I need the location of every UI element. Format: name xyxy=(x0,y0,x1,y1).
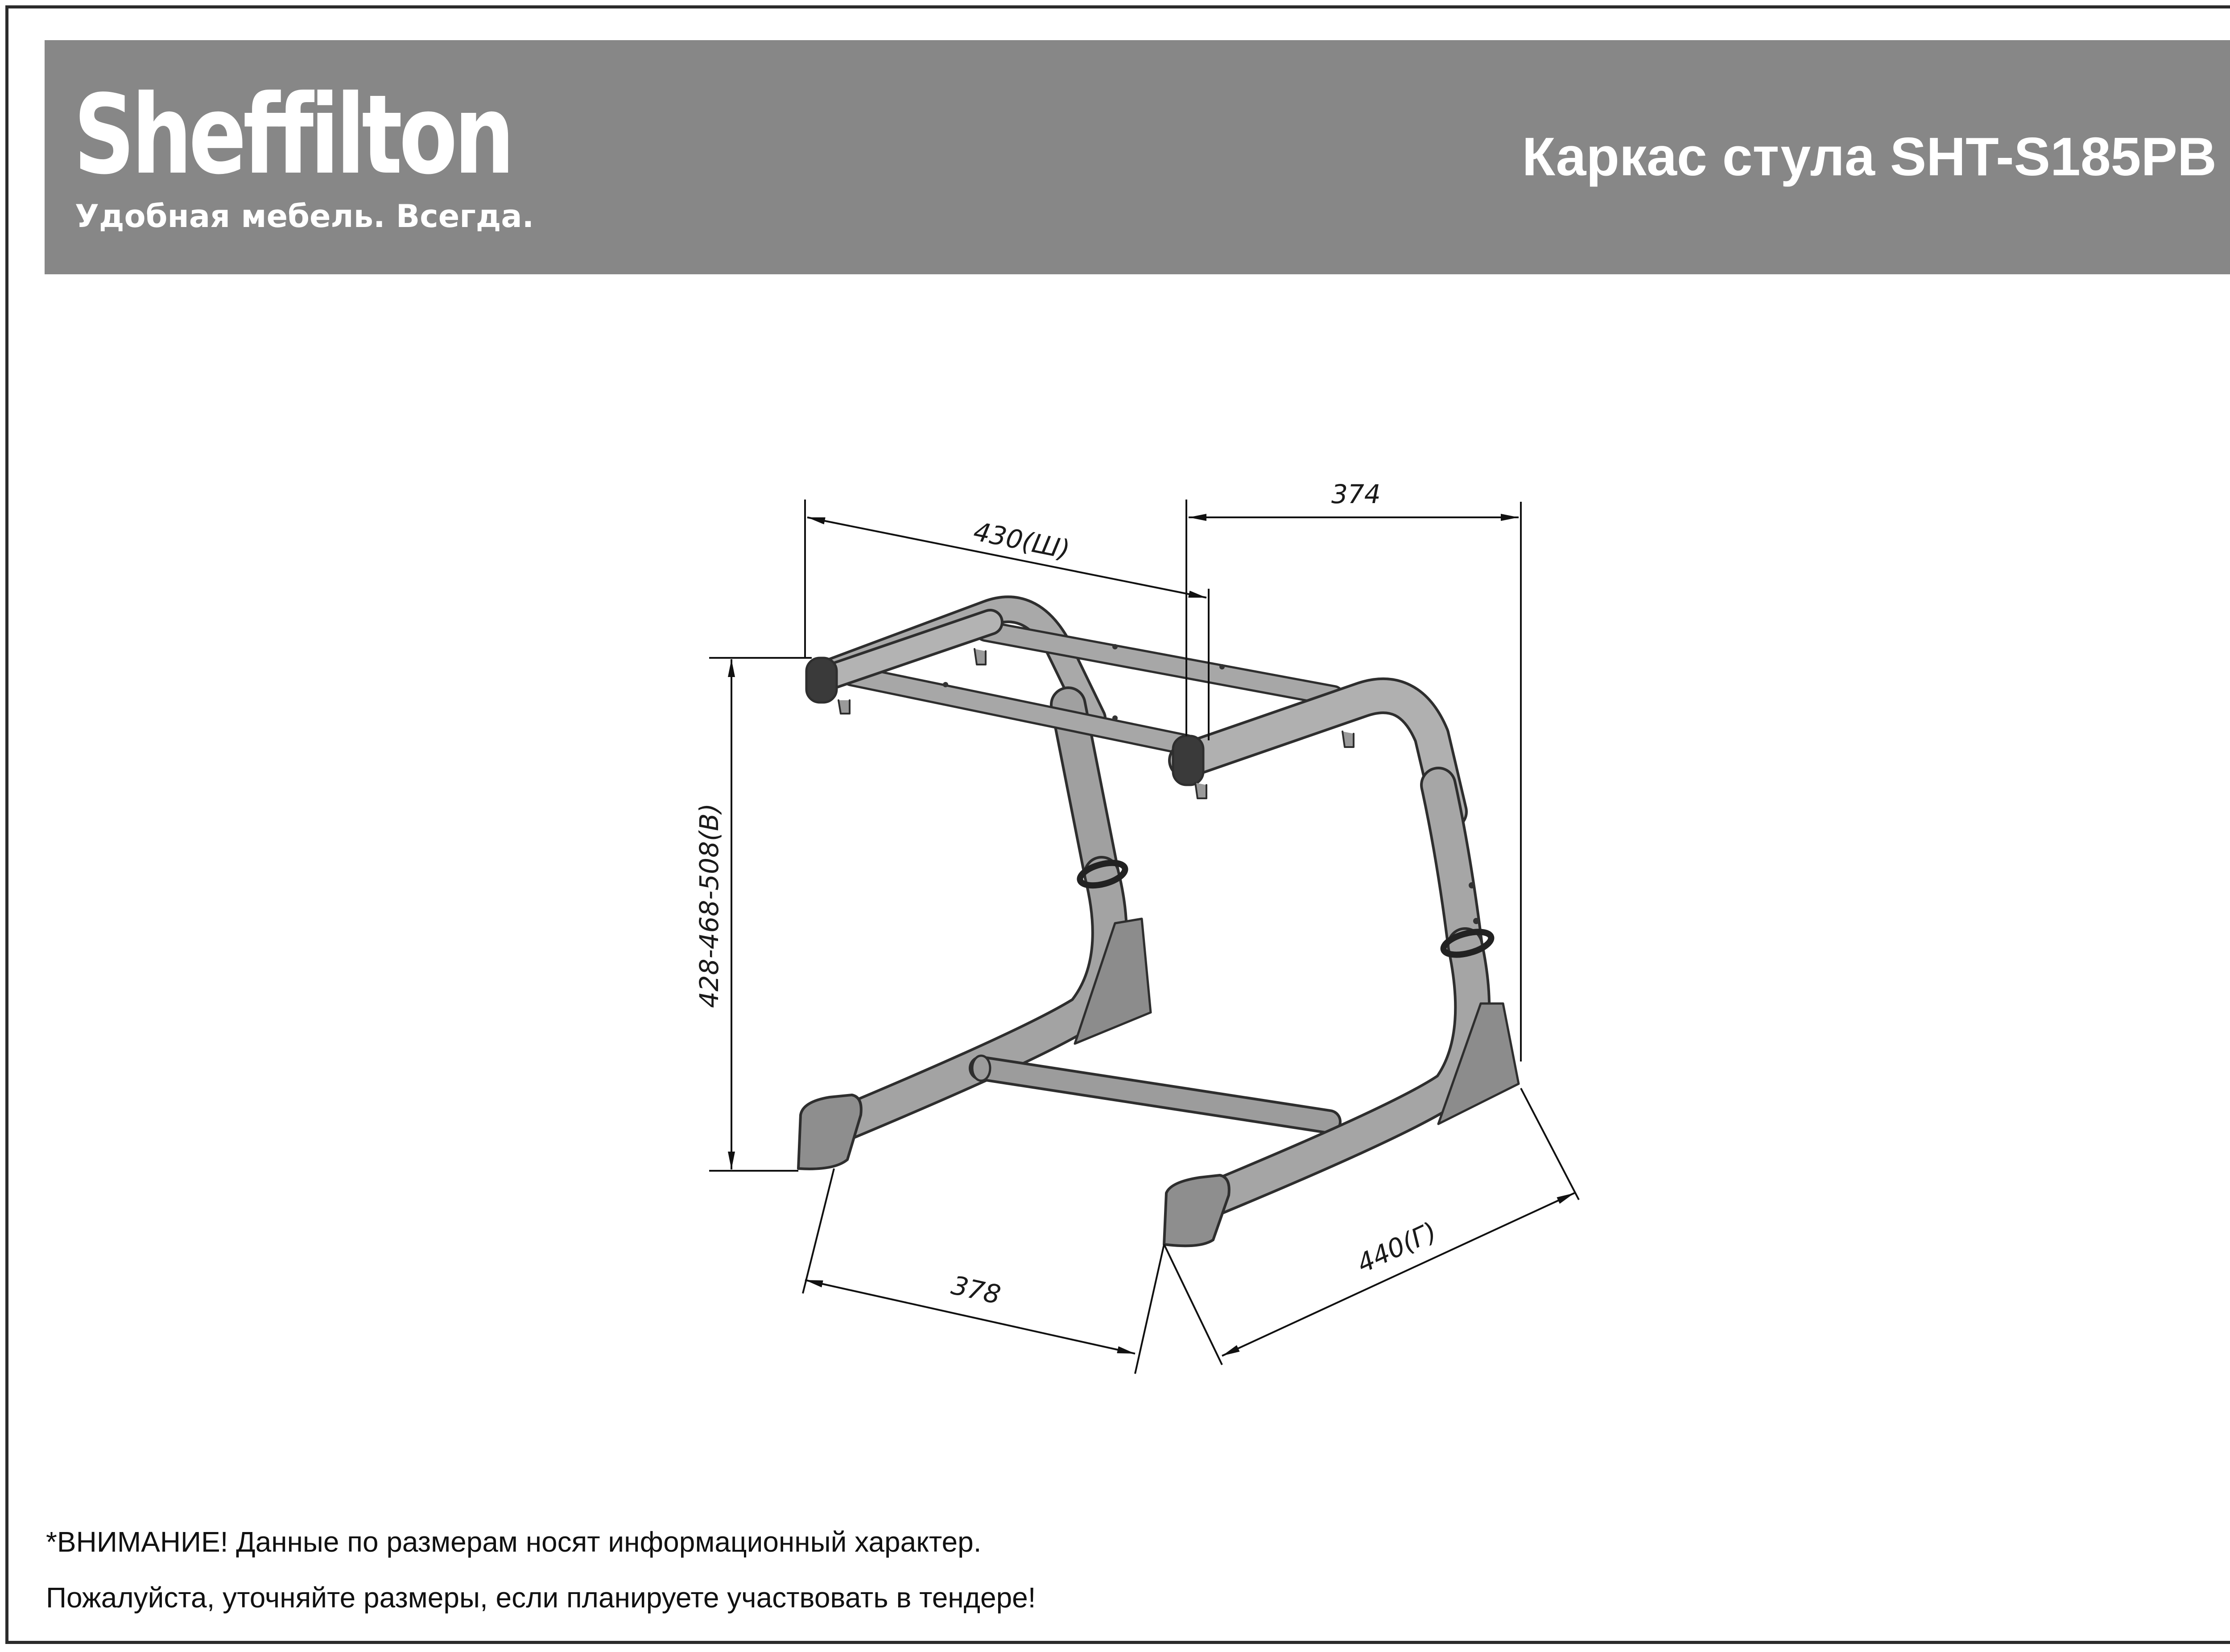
leg-right-lower xyxy=(1200,946,1472,1204)
notice-line-1: *ВНИМАНИЕ! Данные по размерам носят информационный характер. xyxy=(46,1526,982,1558)
product-title: Каркас стула SHT-S185PB xyxy=(1522,126,2217,187)
brand-tagline: Удобная мебель. Всегда. xyxy=(75,198,534,235)
dim-depth-bottom-line xyxy=(1222,1193,1574,1356)
dim-width-top: 430(Ш) xyxy=(971,516,1073,565)
foot-right xyxy=(1164,1175,1229,1246)
chair-frame xyxy=(798,609,1519,1246)
dim-height: 428-468-508(В) xyxy=(694,803,724,1008)
dimension-labels xyxy=(694,479,1441,1310)
rail-cap-left xyxy=(806,658,837,702)
notice-line-2: Пожалуйста, уточняйте размеры, если планируете участвовать в тендере! xyxy=(46,1582,1036,1614)
dim-depth-top: 374 xyxy=(1331,479,1381,509)
dim-depth-bottom: 440(Г) xyxy=(1352,1216,1441,1279)
dim-width-bottom: 378 xyxy=(948,1270,1004,1310)
foot-left xyxy=(798,1095,861,1169)
rail-cap-right xyxy=(1173,736,1203,785)
brand-logo: Sheffilton xyxy=(74,71,512,198)
